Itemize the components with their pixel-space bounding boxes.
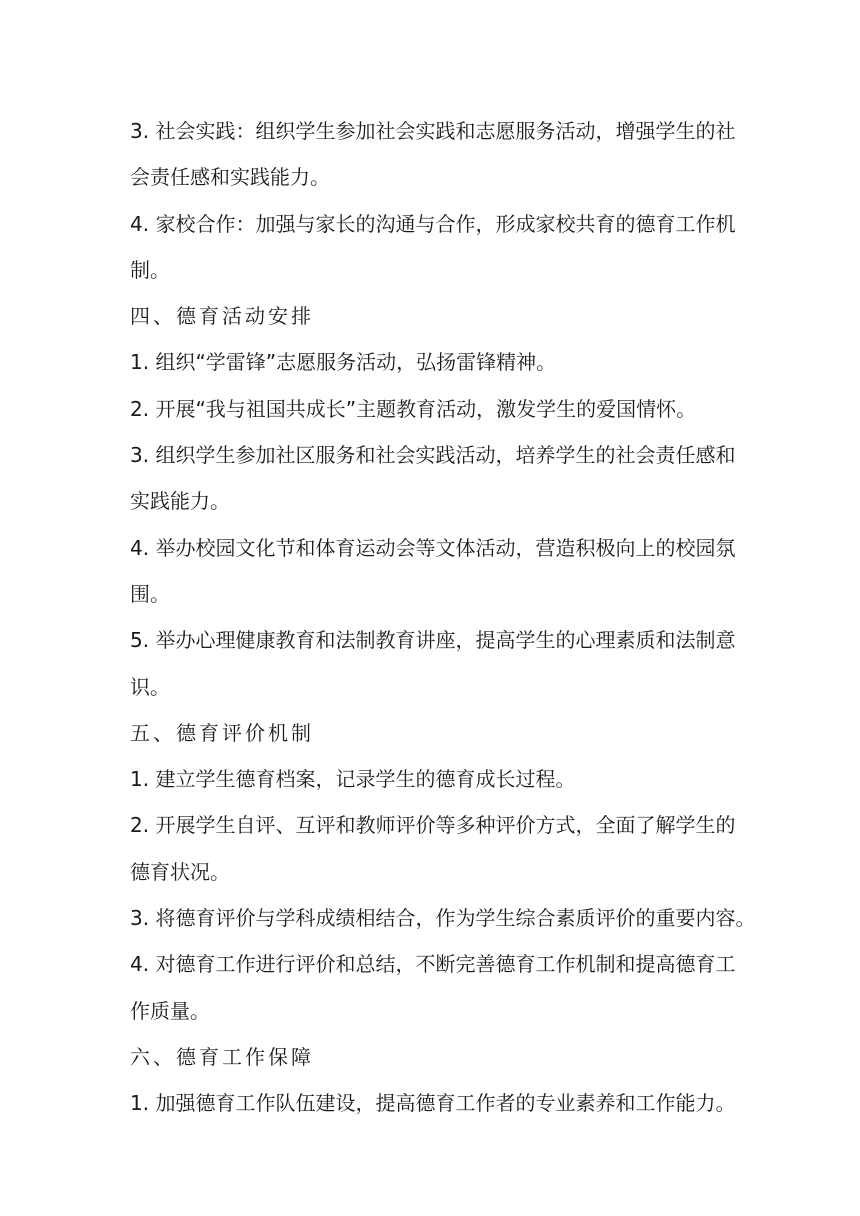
paragraph-line: 制。 [130,257,170,282]
paragraph-line: 2. 开展“我与祖国共成长”主题教育活动，激发学生的爱国情怀。 [130,396,697,421]
paragraph-line: 4. 家校合作：加强与家长的沟通与合作，形成家校共育的德育工作机 [130,211,736,236]
paragraph-line: 实践能力。 [130,489,230,514]
paragraph-line: 1. 组织“学雷锋”志愿服务活动，弘扬雷锋精神。 [130,350,557,375]
section-heading: 六、德育工作保障 [130,1044,314,1069]
paragraph-line: 1. 加强德育工作队伍建设，提高德育工作者的专业素养和工作能力。 [130,1091,736,1116]
paragraph-line: 作质量。 [130,998,210,1023]
paragraph-line: 5. 举办心理健康教育和法制教育讲座，提高学生的心理素质和法制意 [130,628,736,653]
paragraph-line: 3. 将德育评价与学科成绩相结合，作为学生综合素质评价的重要内容。 [130,906,756,931]
paragraph-line: 会责任感和实践能力。 [130,165,330,190]
paragraph-line: 2. 开展学生自评、互评和教师评价等多种评价方式，全面了解学生的 [130,813,736,838]
paragraph-line: 识。 [130,674,170,699]
paragraph-line: 4. 举办校园文化节和体育运动会等文体活动，营造积极向上的校园氛 [130,535,736,560]
document-body [130,108,756,1127]
section-heading: 四、德育活动安排 [130,304,314,329]
paragraph-line: 3. 组织学生参加社区服务和社会实践活动，培养学生的社会责任感和 [130,443,736,468]
paragraph-line: 4. 对德育工作进行评价和总结，不断完善德育工作机制和提高德育工 [130,952,736,977]
paragraph-line: 德育状况。 [130,859,230,884]
paragraph-line: 1. 建立学生德育档案，记录学生的德育成长过程。 [130,767,576,792]
section-heading: 五、德育评价机制 [130,720,314,745]
paragraph-line: 围。 [130,581,170,606]
paragraph-line: 3. 社会实践：组织学生参加社会实践和志愿服务活动，增强学生的社 [130,119,736,143]
